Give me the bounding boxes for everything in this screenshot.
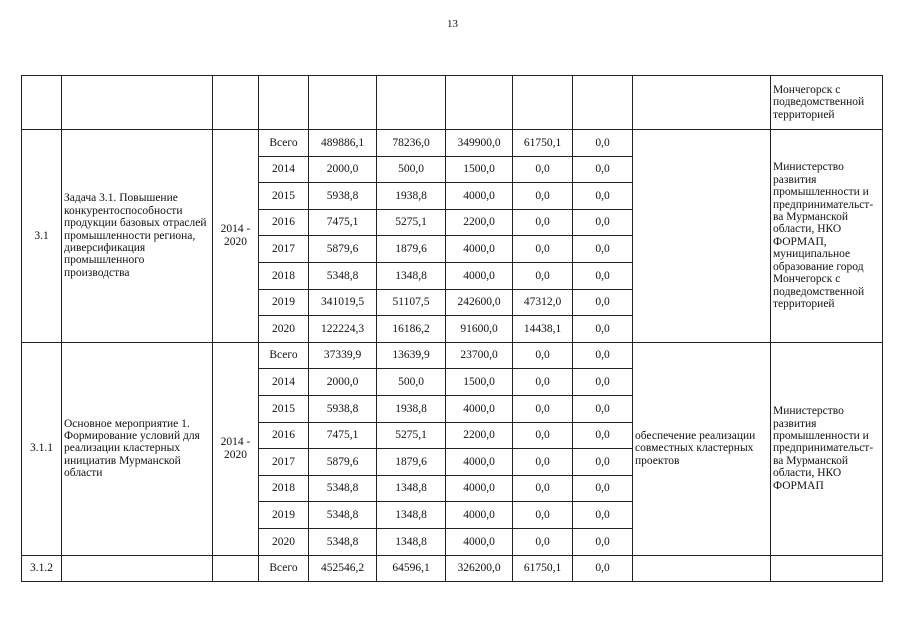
value-cell-v5: 0,0 [573, 342, 633, 369]
value-cell-v5: 0,0 [573, 209, 633, 236]
responsible-cell: Министерство развития промышленности и предпринимательст-ва Мурманской области, НКО ФОРМАП, муниципальное образование город Мончегорск с подведомственной территорией [771, 130, 883, 343]
value-cell-v5: 0,0 [573, 422, 633, 449]
value-cell-v3: 4000,0 [446, 183, 513, 210]
empty-cell [446, 76, 513, 130]
value-cell-v1: 5879,6 [309, 449, 377, 476]
value-cell-v4: 14438,1 [513, 316, 573, 343]
value-cell-v5: 0,0 [573, 183, 633, 210]
responsible-cell: Министерство развития промышленности и предпринимательст-ва Мурманской области, НКО ФОРМАП [771, 342, 883, 555]
table-row [22, 555, 883, 581]
value-cell-v3: 349900,0 [446, 130, 513, 157]
value-cell-v2: 5275,1 [377, 422, 446, 449]
value-cell-v2: 1348,8 [377, 528, 446, 555]
expected-result [633, 130, 771, 343]
value-cell-v4: 0,0 [513, 395, 573, 422]
responsible-cell: Мончегорск с подведомственной территорией [771, 76, 883, 130]
year-cell: 2015 [259, 395, 309, 422]
value-cell-v3: 242600,0 [446, 289, 513, 316]
empty-cell [259, 76, 309, 130]
value-cell-v5: 0,0 [573, 316, 633, 343]
value-cell-v5: 0,0 [573, 130, 633, 157]
year-cell: 2014 [259, 156, 309, 183]
value-cell-v5: 0,0 [573, 395, 633, 422]
item-period: 2014 - 2020 [213, 130, 259, 343]
value-cell-v1: 5348,8 [309, 262, 377, 289]
value-cell-v4: 0,0 [513, 236, 573, 263]
empty-cell [513, 76, 573, 130]
empty-cell [573, 76, 633, 130]
empty-cell [213, 76, 259, 130]
value-cell-v4: 0,0 [513, 449, 573, 476]
value-cell-v2: 1348,8 [377, 502, 446, 529]
value-cell-v4: 61750,1 [513, 130, 573, 157]
year-cell: 2020 [259, 528, 309, 555]
year-cell: 2019 [259, 289, 309, 316]
item-name [62, 555, 213, 581]
value-cell-v1: 7475,1 [309, 209, 377, 236]
value-cell-v2: 1348,8 [377, 262, 446, 289]
value-cell-v2: 5275,1 [377, 209, 446, 236]
item-name: Задача 3.1. Повышение конкурентоспособности продукции базовых отраслей промышленности региона, диверсификация промышленного производства [62, 130, 213, 343]
program-table [21, 75, 883, 582]
value-cell-v4: 47312,0 [513, 289, 573, 316]
table-row [22, 130, 883, 157]
year-cell: 2020 [259, 316, 309, 343]
year-cell: Всего [259, 130, 309, 157]
value-cell-v1: 2000,0 [309, 156, 377, 183]
empty-cell [377, 76, 446, 130]
value-cell-v5: 0,0 [573, 236, 633, 263]
value-cell-v1: 5938,8 [309, 183, 377, 210]
value-cell-v4: 0,0 [513, 369, 573, 396]
value-cell-v4: 0,0 [513, 342, 573, 369]
year-cell: 2019 [259, 502, 309, 529]
responsible-cell [771, 555, 883, 581]
year-cell: 2014 [259, 369, 309, 396]
value-cell-v4: 0,0 [513, 183, 573, 210]
year-cell: 2018 [259, 475, 309, 502]
value-cell-v2: 78236,0 [377, 130, 446, 157]
year-cell: 2018 [259, 262, 309, 289]
value-cell-v1: 5938,8 [309, 395, 377, 422]
year-cell: 2017 [259, 236, 309, 263]
value-cell-v5: 0,0 [573, 262, 633, 289]
value-cell-v1: 5348,8 [309, 475, 377, 502]
value-cell-v5: 0,0 [573, 156, 633, 183]
value-cell-v3: 4000,0 [446, 528, 513, 555]
value-cell-v1: 452546,2 [309, 555, 377, 581]
value-cell-v2: 16186,2 [377, 316, 446, 343]
year-cell: 2015 [259, 183, 309, 210]
value-cell-v3: 2200,0 [446, 422, 513, 449]
value-cell-v2: 1348,8 [377, 475, 446, 502]
value-cell-v2: 1938,8 [377, 183, 446, 210]
value-cell-v4: 0,0 [513, 209, 573, 236]
value-cell-v1: 5879,6 [309, 236, 377, 263]
value-cell-v3: 1500,0 [446, 156, 513, 183]
value-cell-v4: 0,0 [513, 528, 573, 555]
value-cell-v2: 500,0 [377, 156, 446, 183]
value-cell-v5: 0,0 [573, 528, 633, 555]
value-cell-v1: 5348,8 [309, 502, 377, 529]
expected-result [633, 555, 771, 581]
value-cell-v2: 500,0 [377, 369, 446, 396]
header-continuation-row [22, 76, 883, 130]
value-cell-v1: 7475,1 [309, 422, 377, 449]
item-number: 3.1.1 [22, 342, 62, 555]
item-period [213, 555, 259, 581]
value-cell-v1: 341019,5 [309, 289, 377, 316]
value-cell-v5: 0,0 [573, 502, 633, 529]
value-cell-v1: 5348,8 [309, 528, 377, 555]
value-cell-v5: 0,0 [573, 555, 633, 581]
value-cell-v3: 4000,0 [446, 395, 513, 422]
year-cell: 2016 [259, 422, 309, 449]
value-cell-v4: 61750,1 [513, 555, 573, 581]
value-cell-v5: 0,0 [573, 475, 633, 502]
value-cell-v3: 1500,0 [446, 369, 513, 396]
value-cell-v1: 2000,0 [309, 369, 377, 396]
value-cell-v2: 51107,5 [377, 289, 446, 316]
year-cell: Всего [259, 555, 309, 581]
value-cell-v3: 4000,0 [446, 502, 513, 529]
value-cell-v3: 326200,0 [446, 555, 513, 581]
value-cell-v1: 122224,3 [309, 316, 377, 343]
empty-cell [309, 76, 377, 130]
value-cell-v4: 0,0 [513, 156, 573, 183]
empty-cell [633, 76, 771, 130]
value-cell-v3: 4000,0 [446, 449, 513, 476]
value-cell-v3: 4000,0 [446, 236, 513, 263]
page-number: 13 [447, 18, 458, 30]
item-number: 3.1 [22, 130, 62, 343]
year-cell: Всего [259, 342, 309, 369]
year-cell: 2017 [259, 449, 309, 476]
value-cell-v3: 4000,0 [446, 262, 513, 289]
value-cell-v5: 0,0 [573, 449, 633, 476]
value-cell-v5: 0,0 [573, 289, 633, 316]
table-row [22, 342, 883, 369]
empty-cell [22, 76, 62, 130]
value-cell-v2: 1879,6 [377, 236, 446, 263]
value-cell-v5: 0,0 [573, 369, 633, 396]
value-cell-v3: 91600,0 [446, 316, 513, 343]
value-cell-v1: 37339,9 [309, 342, 377, 369]
expected-result: обеспечение реализации совместных кластерных проектов [633, 342, 771, 555]
value-cell-v4: 0,0 [513, 422, 573, 449]
value-cell-v4: 0,0 [513, 475, 573, 502]
item-number: 3.1.2 [22, 555, 62, 581]
item-name: Основное мероприятие 1. Формирование условий для реализации кластерных инициатив Мурманской области [62, 342, 213, 555]
year-cell: 2016 [259, 209, 309, 236]
empty-cell [62, 76, 213, 130]
table-body [22, 76, 883, 582]
value-cell-v4: 0,0 [513, 262, 573, 289]
value-cell-v2: 64596,1 [377, 555, 446, 581]
item-period: 2014 - 2020 [213, 342, 259, 555]
value-cell-v1: 489886,1 [309, 130, 377, 157]
value-cell-v2: 1879,6 [377, 449, 446, 476]
value-cell-v3: 23700,0 [446, 342, 513, 369]
value-cell-v2: 1938,8 [377, 395, 446, 422]
value-cell-v3: 2200,0 [446, 209, 513, 236]
value-cell-v4: 0,0 [513, 502, 573, 529]
value-cell-v3: 4000,0 [446, 475, 513, 502]
value-cell-v2: 13639,9 [377, 342, 446, 369]
